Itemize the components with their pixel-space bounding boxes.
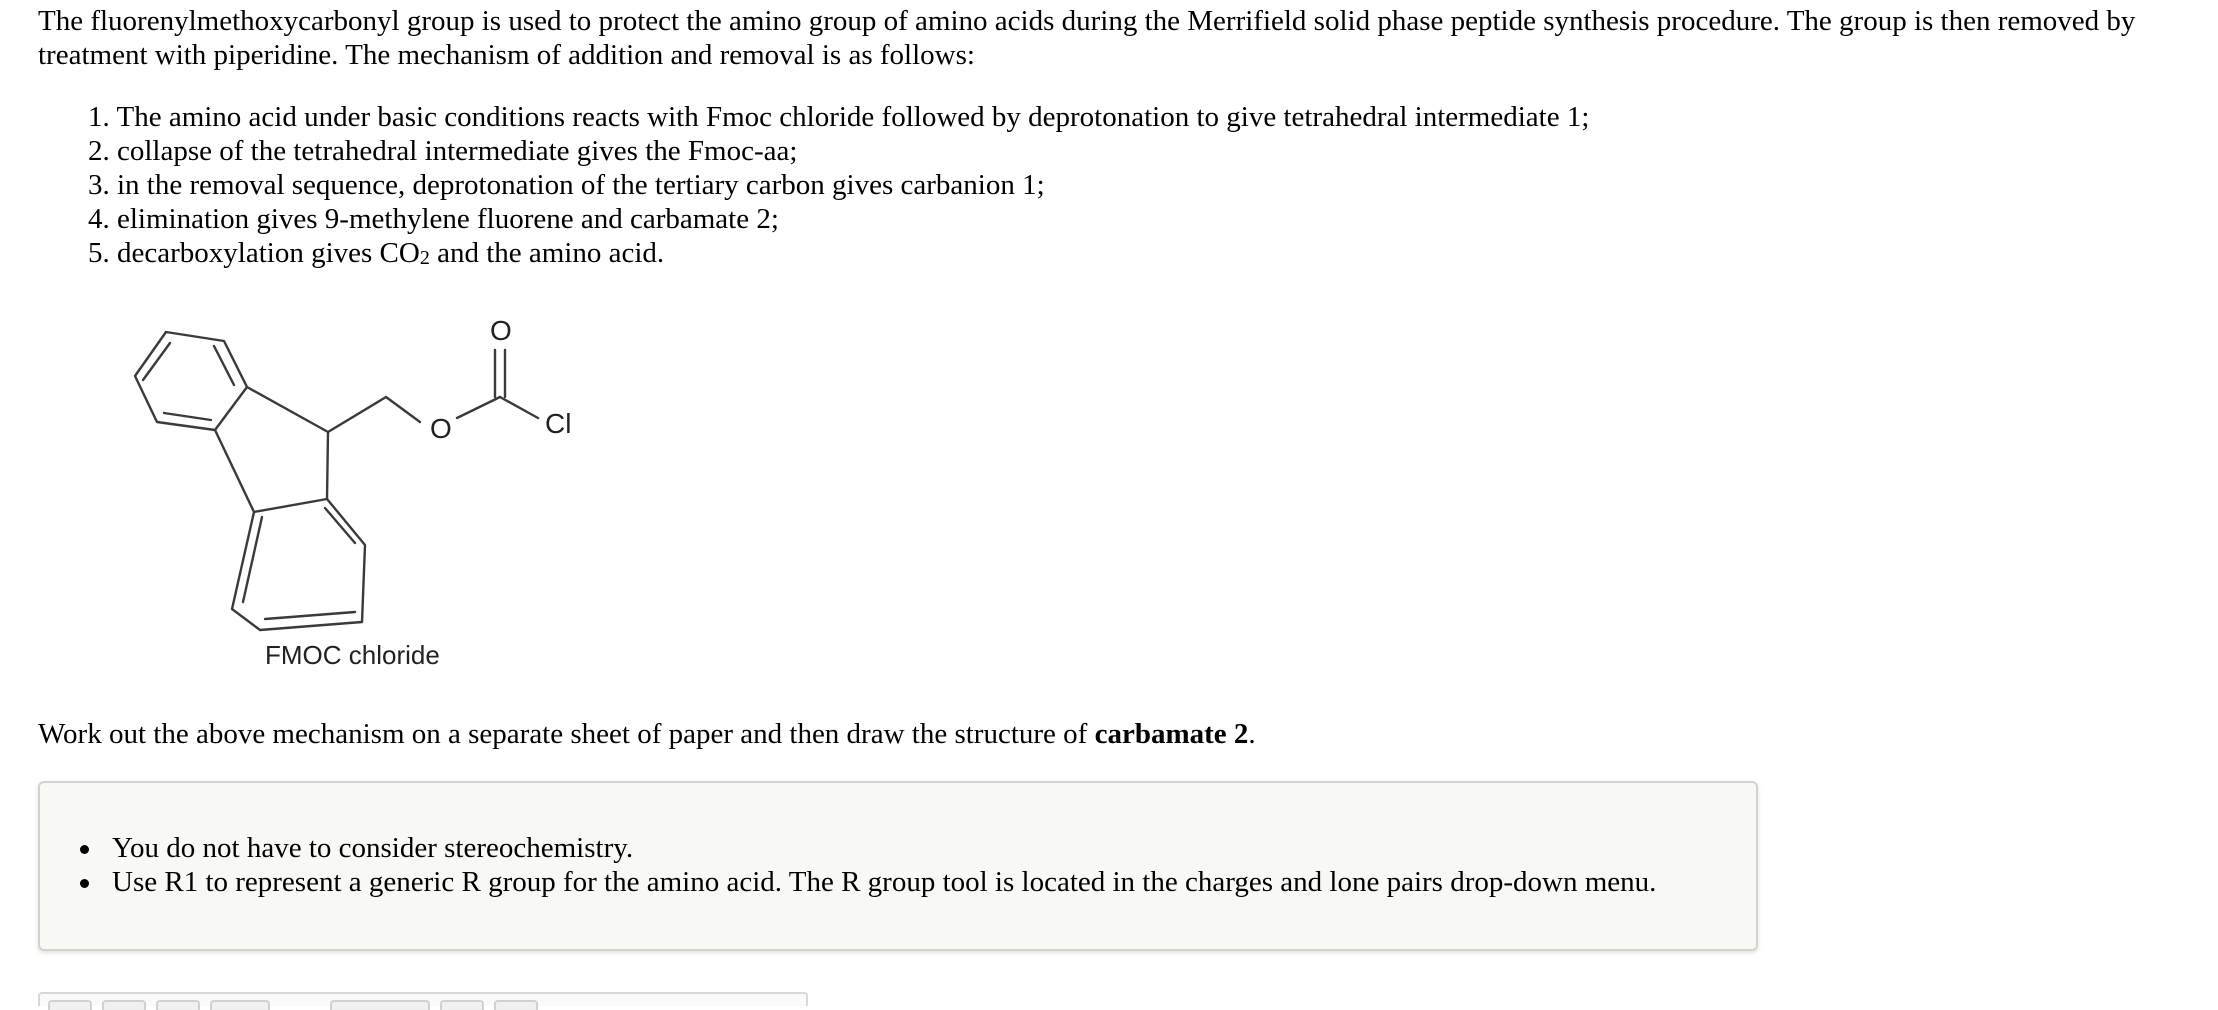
step-text: The amino acid under basic conditions reacts with Fmoc chloride followed by deprotonation to give tetrahedral intermediate 1; — [116, 101, 1590, 133]
ch2-bond — [328, 397, 386, 432]
upper-ring-inner-bond — [164, 413, 211, 420]
lower-ring-inner-bond — [265, 612, 355, 619]
step-number: 4. — [88, 203, 110, 235]
carbonyl-cl-bond — [500, 397, 538, 418]
mechanism-step — [88, 202, 1589, 236]
upper-benzene-ring — [135, 332, 247, 430]
mechanism-step — [88, 134, 1589, 168]
step-text: in the removal sequence, deprotonation of the tertiary carbon gives carbanion 1; — [117, 169, 1045, 201]
step-number: 5. — [88, 237, 110, 269]
fmoc-chloride-structure — [120, 300, 600, 685]
step-number: 2. — [88, 135, 110, 167]
molecule-caption: FMOC chloride — [265, 640, 440, 670]
upper-ring-inner-bond — [214, 346, 234, 385]
lower-ring-inner-bond — [243, 517, 262, 602]
question-text — [38, 717, 1256, 751]
ester-oxygen-label: O — [430, 413, 452, 444]
ch2-o-bond — [386, 397, 420, 422]
step-number: 3. — [88, 169, 110, 201]
o-carbonyl-bond — [457, 397, 500, 418]
upper-ring-inner-bond — [143, 343, 170, 380]
mechanism-step — [88, 100, 1589, 134]
step-text: collapse of the tetrahedral intermediate gives the Fmoc-aa; — [117, 135, 798, 167]
hints-list — [112, 831, 1656, 899]
fmoc-chloride-skeletal-formula — [120, 300, 600, 685]
carbonyl-oxygen-label: O — [490, 315, 512, 346]
question-text-after: . — [1248, 718, 1256, 750]
hint-item: You do not have to consider stereochemistry. — [112, 831, 1656, 865]
question-target-bold: carbamate 2 — [1094, 718, 1249, 750]
mechanism-steps-list — [88, 100, 1589, 270]
drawing-tool-toolbar — [38, 992, 808, 1006]
step-text-after: and the amino acid. — [429, 237, 665, 269]
mechanism-step — [88, 236, 1589, 270]
hints-box — [38, 781, 1758, 951]
step-text-before: decarboxylation gives CO — [117, 237, 420, 269]
question-text-before: Work out the above mechanism on a separate sheet of paper and then draw the structure of — [38, 718, 1095, 750]
step-number: 1. — [88, 101, 110, 133]
hint-item: Use R1 to represent a generic R group for the amino acid. The R group tool is located in the charges and lone pairs drop-down menu. — [112, 866, 1657, 898]
co2-subscript: 2 — [419, 247, 430, 269]
step-text: elimination gives 9-methylene fluorene and carbamate 2; — [117, 203, 779, 235]
intro-paragraph: The fluorenylmethoxycarbonyl group is used to protect the amino group of amino acids during the Merrifield solid phase peptide synthesis procedure. The group is then removed by treatment with piperidine. The mechanism of addition and removal is as follows: — [38, 5, 2136, 71]
mechanism-step — [88, 168, 1589, 202]
chlorine-label: Cl — [545, 408, 572, 439]
